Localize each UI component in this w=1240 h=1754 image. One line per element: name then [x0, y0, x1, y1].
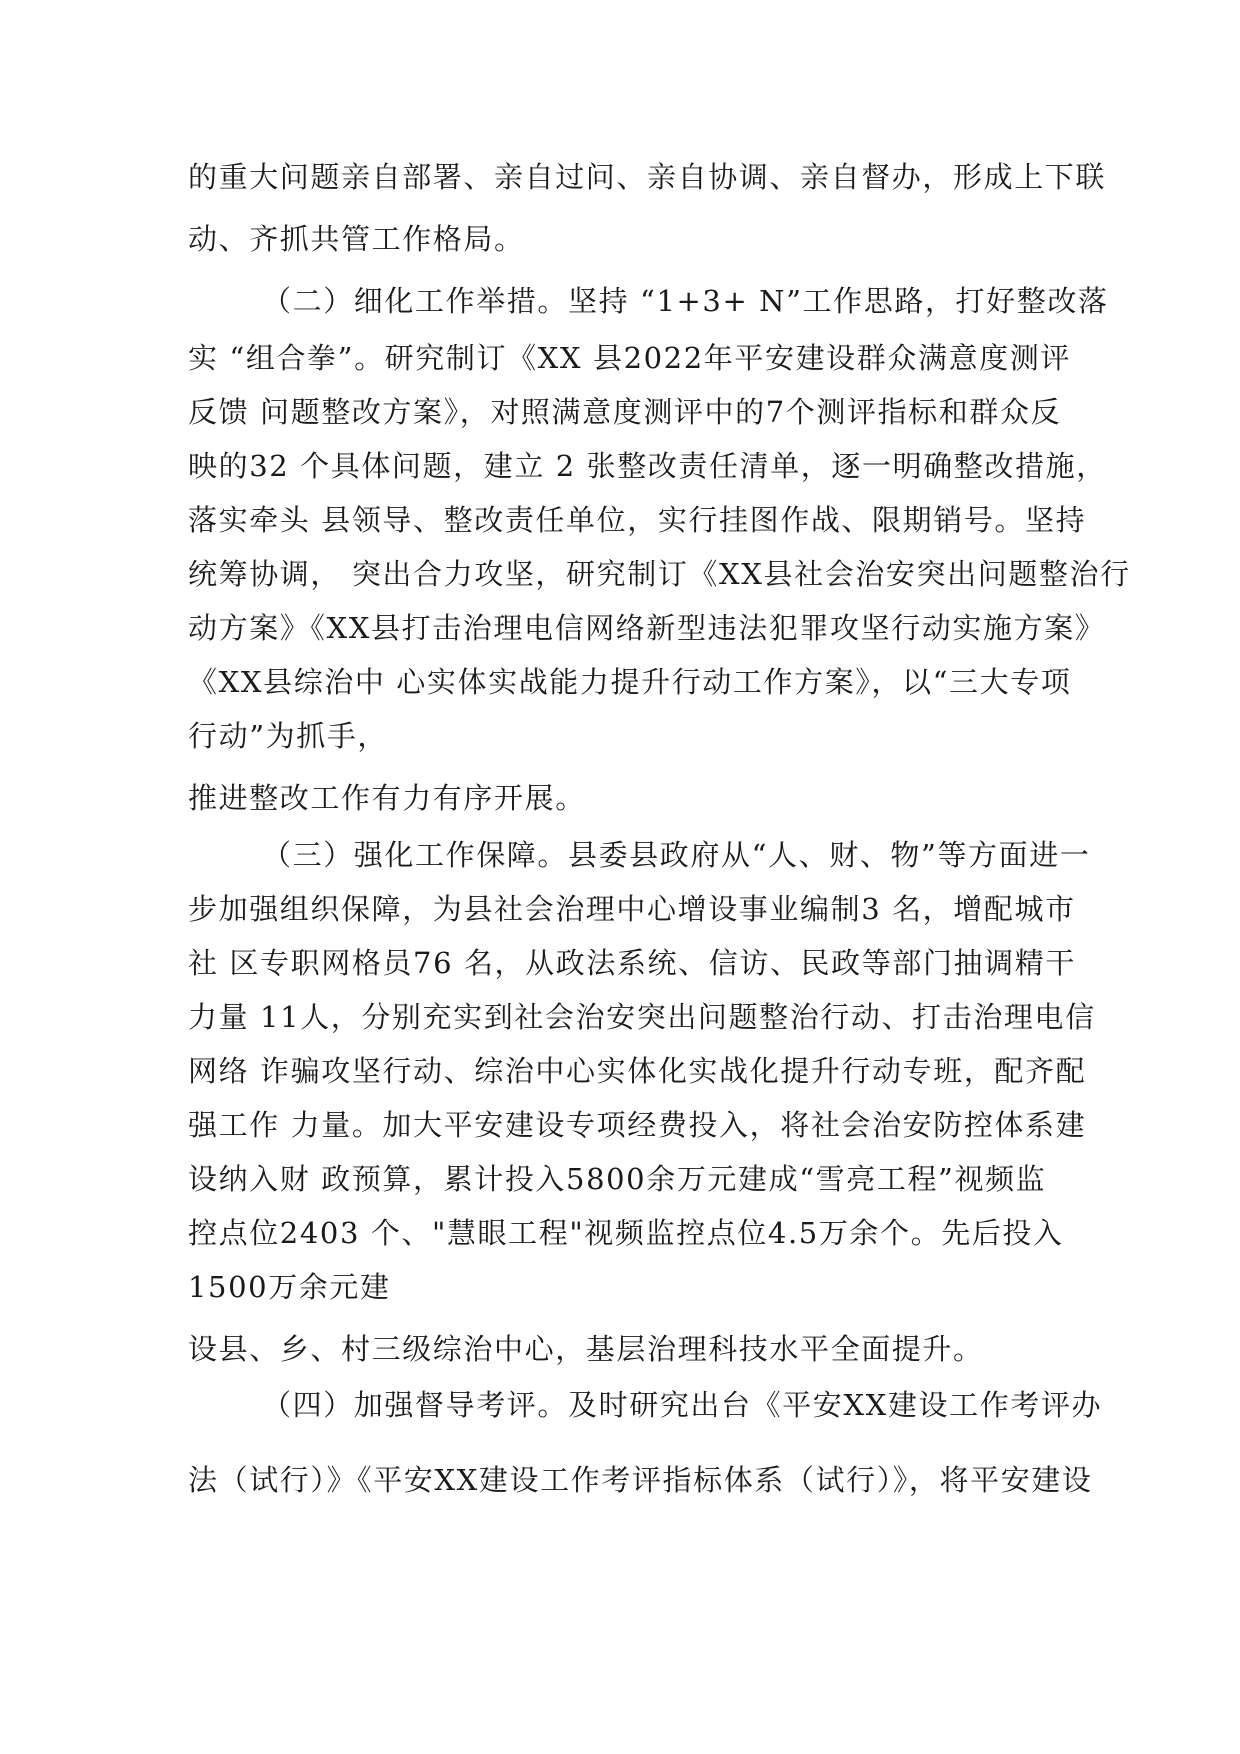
text-line: 力量 11人，分别充实到社会治安突出问题整治行动、打击治理电信	[188, 1000, 1096, 1034]
text-line: 网络 诈骗攻坚行动、综治中心实体化实战化提升行动专班，配齐配	[188, 1054, 1087, 1088]
text-line: 动方案》《XX县打击治理电信网络新型违法犯罪攻坚行动实施方案》	[188, 611, 1106, 645]
text-line: 的重大问题亲自部署、亲自过问、亲自协调、亲自督办，形成上下联	[188, 160, 1107, 194]
text-line: 反馈 问题整改方案》，对照满意度测评中的7个测评指标和群众反	[188, 395, 1062, 429]
text-line: 《XX县综治中 心实体实战能力提升行动工作方案》，以“三大专项	[188, 665, 1072, 699]
text-line: 推进整改工作有力有序开展。	[188, 781, 586, 815]
text-line: 控点位2403 个、"慧眼工程"视频监控点位4.5万余个。先后投入	[188, 1216, 1064, 1250]
text-line: 1500万余元建	[188, 1270, 391, 1304]
text-line: 设纳入财 政预算，累计投入5800余万元建成“雪亮工程”视频监	[188, 1162, 1047, 1196]
text-line: 落实牵头 县领导、整改责任单位，实行挂图作战、限期销号。坚持	[188, 503, 1087, 537]
text-line: 动、齐抓共管工作格局。	[188, 222, 525, 256]
text-line: 统筹协调， 突出合力攻坚，研究制订《XX县社会治安突出问题整治行	[188, 557, 1131, 591]
text-line: 映的32 个具体问题，建立 2 张整改责任清单，逐一明确整改措施，	[188, 449, 1107, 483]
text-line: 设县、乡、村三级综治中心，基层治理科技水平全面提升。	[188, 1332, 984, 1366]
paragraph-heading-4: （四）加强督导考评。及时研究出台《平安XX建设工作考评办	[262, 1388, 1103, 1422]
text-line: 强工作 力量。加大平安建设专项经费投入，将社会治安防控体系建	[188, 1108, 1087, 1142]
text-line: 社 区专职网格员76 名，从政法系统、信访、民政等部门抽调精干	[188, 946, 1076, 980]
text-line: 步加强组织保障，为县社会治理中心增设事业编制3 名，增配城市	[188, 892, 1076, 926]
text-line: 行动”为抓手，	[188, 719, 389, 753]
paragraph-heading-2: （二）细化工作举措。坚持 “1+3+ N”工作思路，打好整改落	[262, 284, 1109, 318]
text-line: 实 “组合拳”。研究制订《XX 县2022年平安建设群众满意度测评	[188, 341, 1071, 375]
paragraph-heading-3: （三）强化工作保障。县委县政府从“人、财、物”等方面进一	[262, 838, 1091, 872]
text-line: 法（试行）》《平安XX建设工作考评指标体系（试行）》，将平安建设	[188, 1463, 1093, 1497]
